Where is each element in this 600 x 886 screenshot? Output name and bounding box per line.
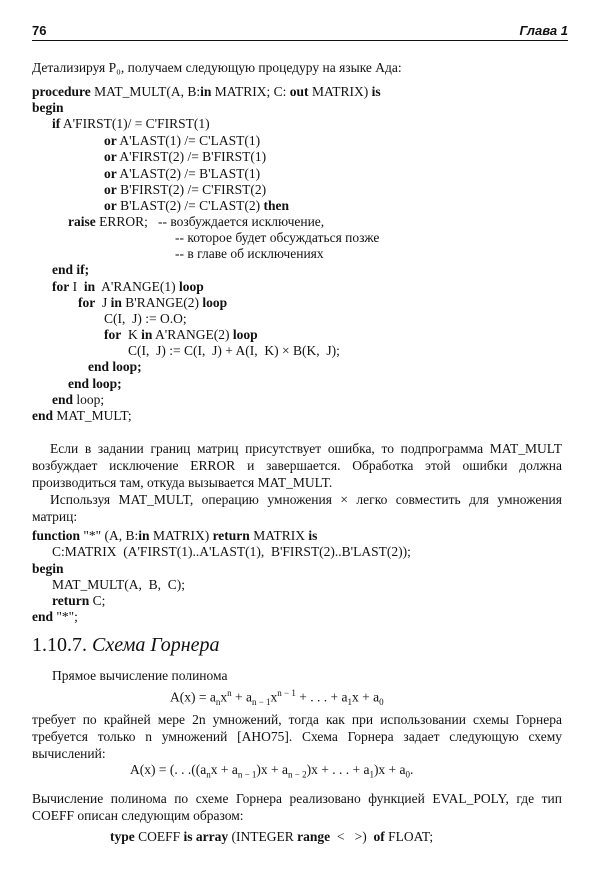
paragraph: Вычисление полинома по схеме Горнера реализовано функцией EVAL_POLY, где тип COEFF описан следующим образом: <box>32 791 562 823</box>
code-line: end loop; <box>88 359 142 374</box>
section-heading <box>32 634 220 657</box>
code-line: end MAT_MULT; <box>32 408 132 423</box>
code-line: begin <box>32 100 64 115</box>
code-line: or A'FIRST(2) /= B'FIRST(1) <box>104 149 267 164</box>
type-declaration: type COEFF is array (INTEGER range < >) of FLOAT; <box>110 829 434 844</box>
code-line: C:MATRIX (A'FIRST(1)..A'LAST(1), B'FIRST(2)..B'LAST(2)); <box>52 544 411 559</box>
code-line: for K in A'RANGE(2) loop <box>104 327 258 342</box>
code-line: raise ERROR; -- возбуждается исключение, <box>68 214 325 229</box>
code-line: for J in B'RANGE(2) loop <box>78 295 228 310</box>
code-line: or A'LAST(2) /= B'LAST(1) <box>104 166 261 181</box>
section-number: 1.10.7. <box>32 634 87 656</box>
formula-polynomial: $A(x) = a_nx^n + a_{n - 1}x^{n - 1}$ + . . . + $a_1x + a_0$ <box>170 688 384 708</box>
formula-horner: A(x) = (. . $.((a_nx + a_{n - 1})x + a_{n - 2})x$ + . . . + $a_1)x + a_0$. <box>130 762 414 780</box>
code-comment: -- которое будет обсуждаться позже <box>175 230 380 245</box>
code-line: function "*" (A, B:in MATRIX) return MATRIX is <box>32 528 318 543</box>
paragraph: Прямое вычисление полинома <box>52 668 228 683</box>
code-line: end if; <box>52 262 90 277</box>
code-line: or B'LAST(2) /= C'LAST(2) then <box>104 198 289 213</box>
paragraph: требует по крайней мере 2n умножений, тогда как при использовании схемы Горнера требуется только n умножений [AHO75]. Схема Горнера задает следующую схему вычислений: <box>32 712 562 761</box>
code-comment: -- в главе об исключениях <box>175 246 324 261</box>
code-line: return C; <box>52 593 106 608</box>
chapter-label: Глава 1 <box>519 23 568 38</box>
code-line: or A'LAST(1) /= C'LAST(1) <box>104 133 261 148</box>
page-number: 76 <box>32 23 47 38</box>
intro-text: Детализируя P₀, получаем следующую процедуру на языке Ада: <box>32 60 402 75</box>
code-line: C(I, J) := C(I, J) + A(I, K) × B(K, J); <box>128 343 340 358</box>
paragraph: Если в задании границ матриц присутствует ошибка, то подпрограмма MAT_MULT возбуждает исключение ERROR и завершается. Обработка этой ошибки должна производиться там, откуда вызывается MAT_MULT. <box>32 441 562 490</box>
page-header <box>32 20 568 41</box>
code-line: MAT_MULT(A, B, C); <box>52 577 186 592</box>
code-line: end "*"; <box>32 609 78 624</box>
section-title: Схема Горнера <box>92 634 220 656</box>
code-line: end loop; <box>68 376 122 391</box>
paragraph: Используя MAT_MULT, операцию умножения × легко совместить для умножения матриц: <box>32 492 562 524</box>
code-line: if A'FIRST(1)/ = C'FIRST(1) <box>52 116 210 131</box>
code-line: procedure MAT_MULT(A, B:in MATRIX; C: out MATRIX) is <box>32 84 381 99</box>
code-line: end loop; <box>52 392 105 407</box>
code-line: begin <box>32 561 64 576</box>
code-line: C(I, J) := O.O; <box>104 311 187 326</box>
code-line: or B'FIRST(2) /= C'FIRST(2) <box>104 182 267 197</box>
code-line: for I in A'RANGE(1) loop <box>52 279 204 294</box>
